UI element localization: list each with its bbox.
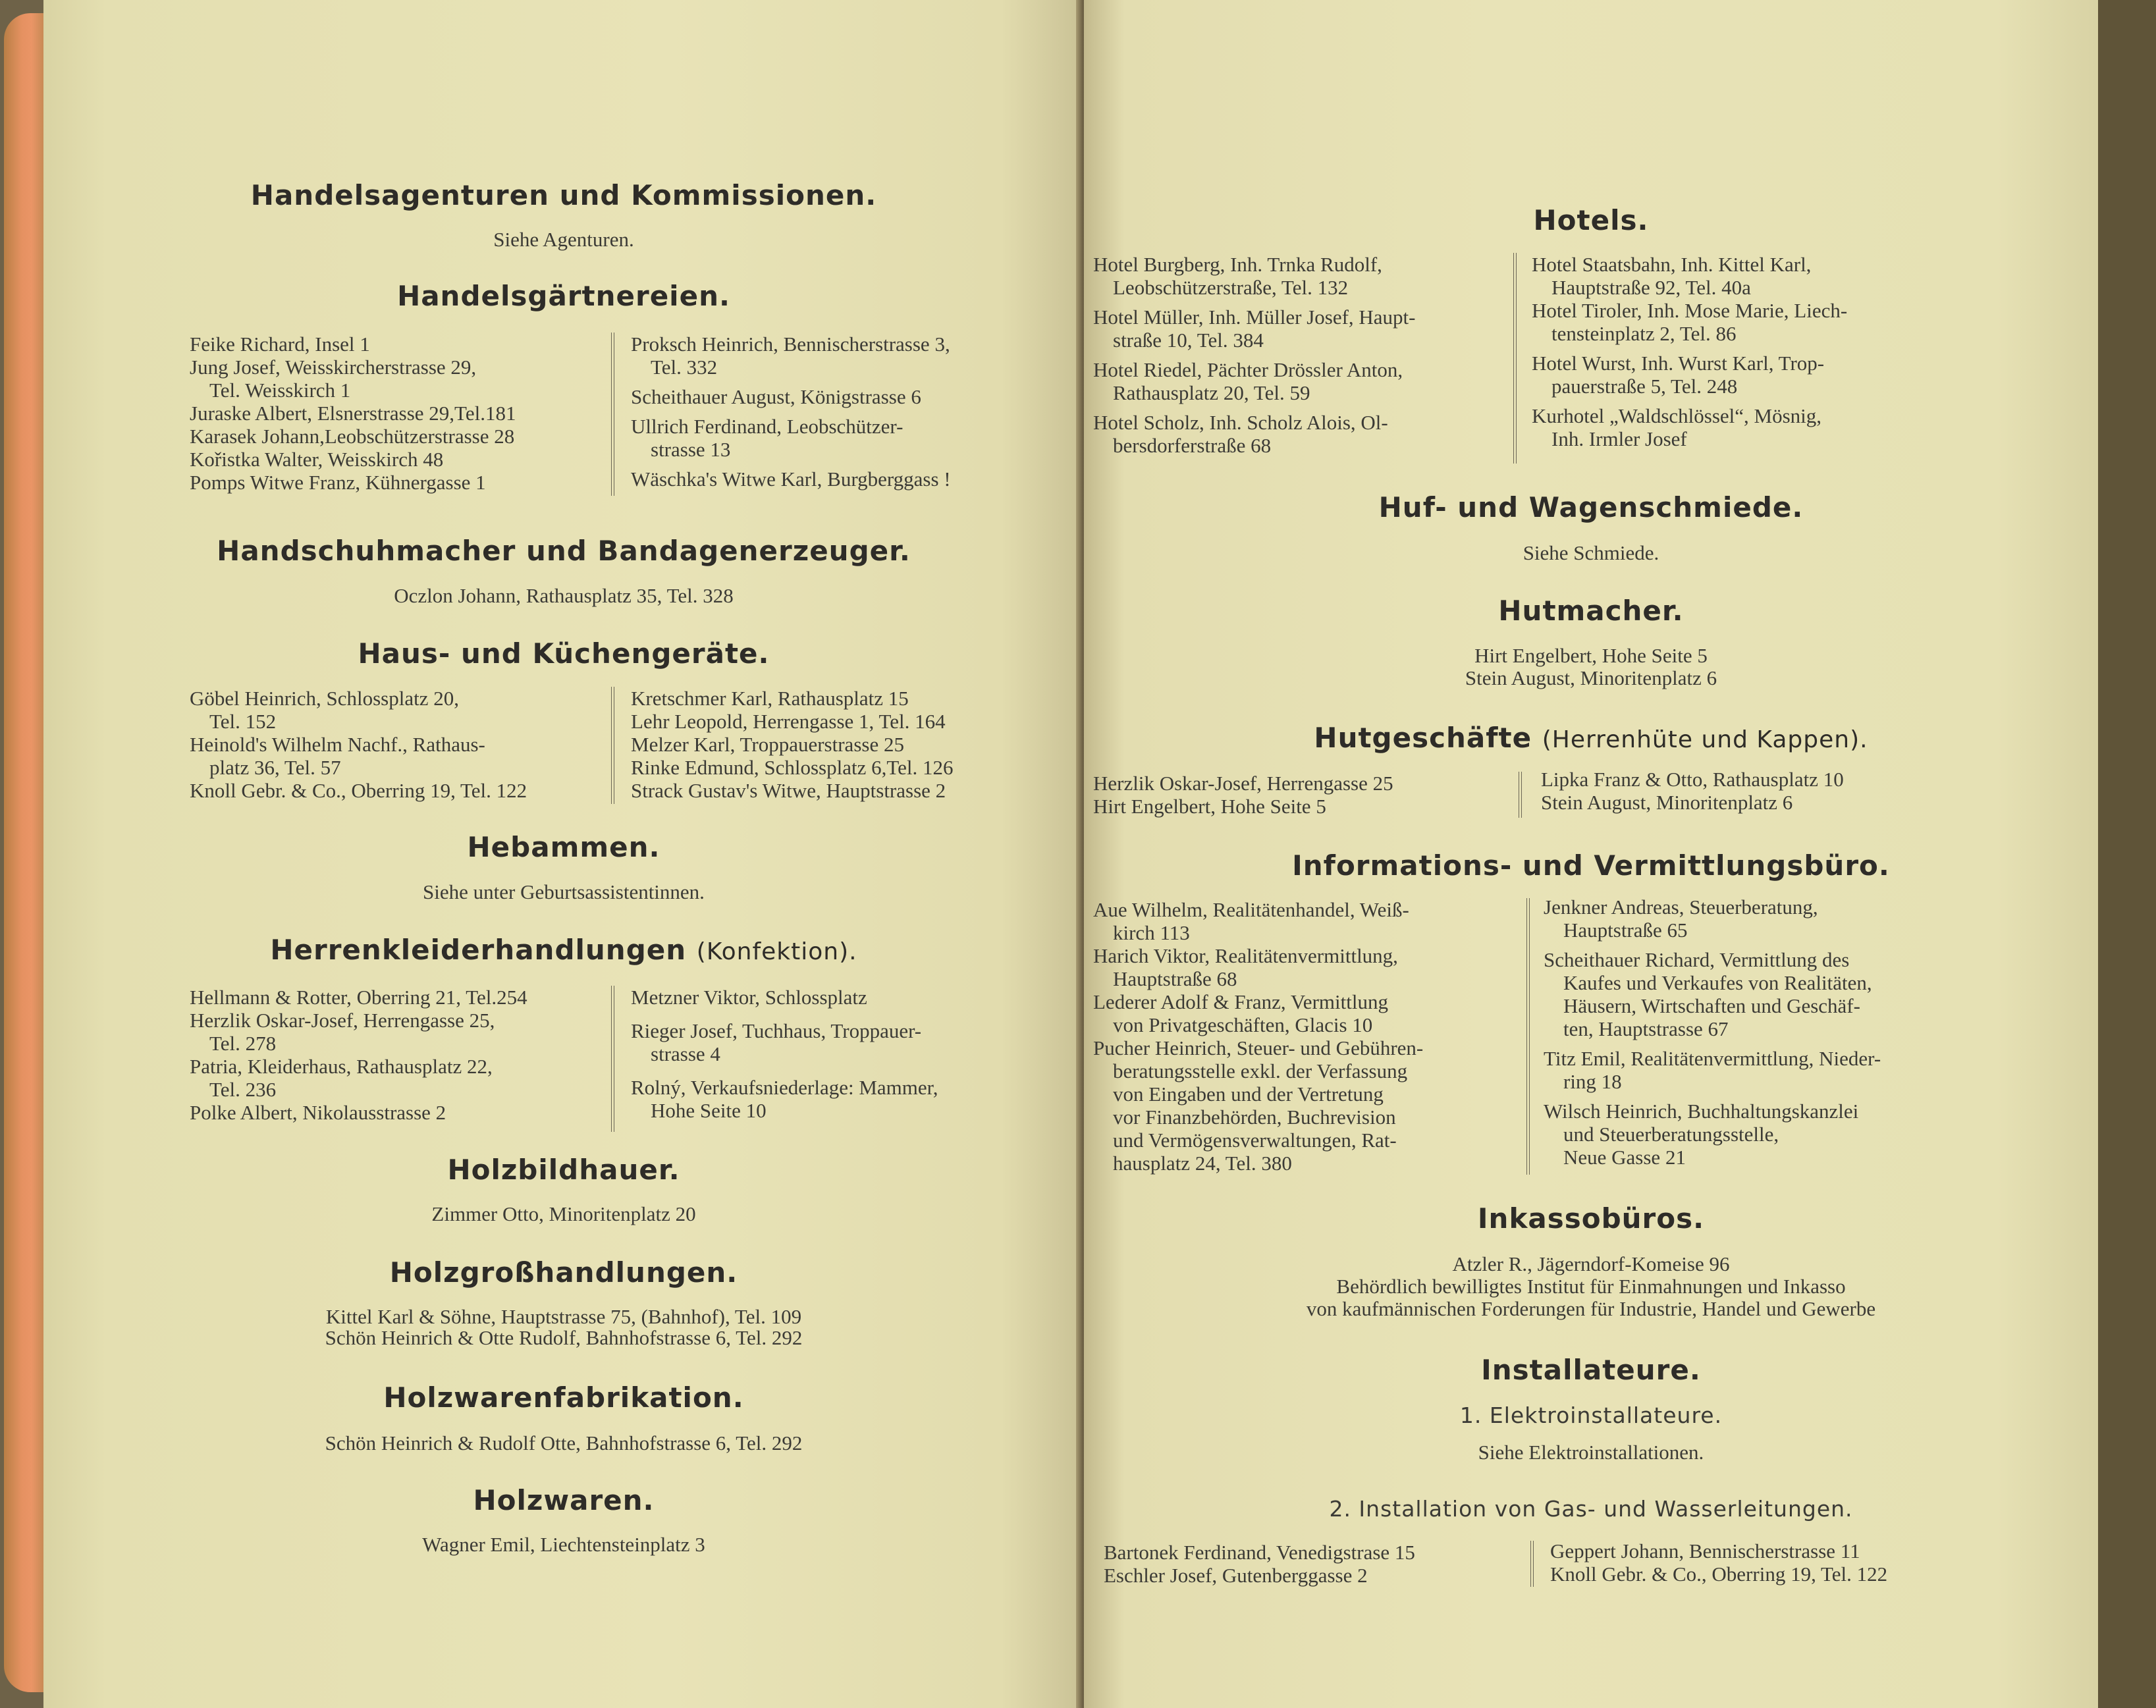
right-page [1084,0,2098,1708]
entry-inkasso-3: von kaufmännischen Forderungen für Industrie, Handel und Gewerbe [1306,1297,1876,1320]
list-item: Kretschmer Karl, Rathausplatz 15 [631,687,909,710]
list-hausgeraete-col1 [190,687,527,802]
list-item: Polke Albert, Nikolausstrasse 2 [190,1101,446,1124]
column-divider [611,333,614,496]
list-item: Rinke Edmund, Schlossplatz 6,Tel. 126 [631,756,954,779]
heading-installateure: Installateure. [1481,1354,1701,1386]
left-page [43,0,1084,1708]
column-divider [611,687,614,804]
heading-hutgeschaefte-main: Hutgeschäfte [1314,722,1532,754]
list-item: Häusern, Wirtschaften und Geschäf- [1563,994,1860,1017]
background [2098,0,2156,1708]
list-item: und Vermögensverwaltungen, Rat- [1113,1129,1397,1152]
heading-handschuhmacher: Handschuhmacher und Bandagenerzeuger. [217,535,911,567]
list-item: Pucher Heinrich, Steuer- und Gebühren- [1093,1036,1424,1059]
list-informations-col2 [1544,895,1881,1169]
ref-elektro: Siehe Elektroinstallationen. [1478,1441,1704,1464]
list-item: Hotel Riedel, Pächter Drössler Anton, [1093,358,1403,381]
heading-holzwarenfabrik: Holzwarenfabrikation. [383,1381,744,1414]
list-item: Göbel Heinrich, Schlossplatz 20, [190,687,459,710]
list-informations-col1 [1093,898,1423,1175]
heading-informations: Informations- und Vermittlungsbüro. [1292,849,1890,882]
list-item: Pomps Witwe Franz, Kühnergasse 1 [190,471,486,494]
heading-hutgeschaefte [1084,722,2098,754]
list-hotels-col2 [1532,253,1847,450]
list-item: Feike Richard, Insel 1 [190,333,370,356]
list-item: Bartonek Ferdinand, Venedigstrase 15 [1104,1541,1415,1564]
list-item: Geppert Johann, Bennischerstrasse 11 [1550,1539,1860,1562]
list-item: kirch 113 [1113,921,1190,944]
list-item: Aue Wilhelm, Realitätenhandel, Weiß- [1093,898,1409,921]
heading-inkasso: Inkassobüros. [1477,1202,1705,1235]
list-item: beratungsstelle exkl. der Verfassung [1113,1059,1408,1082]
heading-handelsagenturen: Handelsagenturen und Kommissionen. [250,179,877,211]
list-item: Hotel Wurst, Inh. Wurst Karl, Trop- [1532,352,1825,375]
list-item: Scheithauer August, Königstrasse 6 [631,385,921,408]
list-item: straße 10, Tel. 384 [1113,329,1264,352]
list-item: Rathausplatz 20, Tel. 59 [1113,381,1310,404]
heading-hausgeraete: Haus- und Küchengeräte. [358,637,770,670]
list-item: ten, Hauptstrasse 67 [1563,1017,1729,1040]
list-item: Tel. 236 [209,1078,277,1101]
heading-herrenkleider-main: Herrenkleiderhandlungen [270,934,687,966]
list-item: Wilsch Heinrich, Buchhaltungskanzlei [1544,1100,1859,1123]
list-herrenkleider-col2 [631,986,938,1122]
list-hotels-col1 [1093,253,1416,457]
column-divider [1519,772,1522,818]
list-item: hausplatz 24, Tel. 380 [1113,1152,1292,1175]
entry-hutmacher-1: Hirt Engelbert, Hohe Seite 5 [1474,644,1708,667]
entry-handschuhmacher: Oczlon Johann, Rathausplatz 35, Tel. 328 [394,584,734,607]
list-item: Jung Josef, Weisskircherstrasse 29, [190,356,477,379]
list-item: Rieger Josef, Tuchhaus, Troppauer- [631,1019,922,1042]
list-item: Leobschützerstraße, Tel. 132 [1113,276,1349,299]
list-item: Scheithauer Richard, Vermittlung des [1544,948,1850,971]
list-item: Ullrich Ferdinand, Leobschützer- [631,415,903,438]
list-item: Lehr Leopold, Herrengasse 1, Tel. 164 [631,710,946,733]
column-divider [1513,253,1517,464]
list-hausgeraete-col2 [631,687,953,802]
subheading-gas-wasser: 2. Installation von Gas- und Wasserleitungen. [1329,1496,1853,1522]
entry-inkasso-2: Behördlich bewilligtes Institut für Einmahnungen und Inkasso [1336,1275,1846,1298]
list-hutgeschaefte-col1 [1093,772,1393,818]
list-item: Herzlik Oskar-Josef, Herrengasse 25, [190,1009,495,1032]
list-item: Kaufes und Verkaufes von Realitäten, [1563,971,1872,994]
list-item: Hotel Staatsbahn, Inh. Kittel Karl, [1532,253,1812,276]
heading-holzgross: Holzgroßhandlungen. [389,1256,738,1289]
list-item: Hohe Seite 10 [651,1099,767,1122]
list-item: Tel. 278 [209,1032,277,1055]
list-item: Titz Emil, Realitätenvermittlung, Nieder- [1544,1047,1881,1070]
list-item: strasse 13 [651,438,731,461]
list-item: Heinold's Wilhelm Nachf., Rathaus- [190,733,485,756]
list-item: Tel. 332 [651,356,718,379]
list-item: vor Finanzbehörden, Buchrevision [1113,1106,1396,1129]
column-divider [1526,898,1530,1175]
entry-holzgross-1: Kittel Karl & Söhne, Hauptstrasse 75, (Bahnhof), Tel. 109 [325,1305,802,1328]
list-item: Hotel Müller, Inh. Müller Josef, Haupt- [1093,306,1416,329]
list-item: strasse 4 [651,1042,720,1065]
list-item: pauerstraße 5, Tel. 248 [1551,375,1738,398]
heading-holzbildhauer: Holzbildhauer. [447,1154,680,1186]
list-installateure-col2 [1550,1539,1887,1586]
entry-hutmacher-2: Stein August, Minoritenplatz 6 [1465,666,1717,689]
column-divider [1530,1541,1534,1587]
list-item: Juraske Albert, Elsnerstrasse 29,Tel.181 [190,402,516,425]
list-item: Hauptstraße 92, Tel. 40a [1551,276,1751,299]
list-item: Metzner Viktor, Schlossplatz [631,986,867,1009]
heading-herrenkleider-sub: (Konfektion). [696,938,857,965]
open-book [4,0,2098,1708]
subheading-elektro: 1. Elektroinstallateure. [1459,1402,1723,1428]
list-handelsgaertnereien-col1 [190,333,516,494]
list-item: von Privatgeschäften, Glacis 10 [1113,1013,1373,1036]
list-item: von Eingaben und der Vertretung [1113,1082,1384,1106]
list-item: Proksch Heinrich, Bennischerstrasse 3, [631,333,950,356]
list-installateure-col1 [1104,1541,1415,1587]
list-handelsgaertnereien-col2 [631,333,951,491]
list-item: Knoll Gebr. & Co., Oberring 19, Tel. 122 [190,779,527,802]
list-item: ring 18 [1563,1070,1622,1093]
heading-handelsgaertnereien: Handelsgärtnereien. [397,280,730,312]
heading-hebammen: Hebammen. [467,831,660,863]
list-hutgeschaefte-col2 [1541,768,1844,814]
ref-hufschmiede: Siehe Schmiede. [1523,541,1659,564]
entry-holzwarenfabrik: Schön Heinrich & Rudolf Otte, Bahnhofstrasse 6, Tel. 292 [325,1431,803,1454]
list-item: Inh. Irmler Josef [1551,427,1687,450]
list-item: Stein August, Minoritenplatz 6 [1541,791,1793,814]
list-item: Lederer Adolf & Franz, Vermittlung [1093,990,1388,1013]
ref-handelsagenturen: Siehe Agenturen. [493,228,634,251]
list-item: Tel. 152 [209,710,277,733]
list-item: Hotel Burgberg, Inh. Trnka Rudolf, [1093,253,1382,276]
heading-herrenkleider [43,934,1084,966]
list-item: Wäschka's Witwe Karl, Burgberggass ! [631,467,951,491]
list-item: Kořistka Walter, Weisskirch 48 [190,448,444,471]
ref-hebammen: Siehe unter Geburtsassistentinnen. [423,880,705,903]
list-item: Strack Gustav's Witwe, Hauptstrasse 2 [631,779,946,802]
list-item: Knoll Gebr. & Co., Oberring 19, Tel. 122 [1550,1562,1888,1586]
heading-hutmacher: Hutmacher. [1498,595,1684,627]
list-item: Hauptstraße 68 [1113,967,1237,990]
entry-holzwaren: Wagner Emil, Liechtensteinplatz 3 [422,1533,705,1556]
entry-holzgross-2: Schön Heinrich & Otte Rudolf, Bahnhofstrasse 6, Tel. 292 [325,1326,803,1349]
list-item: Jenkner Andreas, Steuerberatung, [1544,895,1818,919]
list-item: bersdorferstraße 68 [1113,434,1272,457]
list-item: Hirt Engelbert, Hohe Seite 5 [1093,795,1326,818]
list-item: Harich Viktor, Realitätenvermittlung, [1093,944,1398,967]
list-item: Lipka Franz & Otto, Rathausplatz 10 [1541,768,1844,791]
heading-holzwaren: Holzwaren. [473,1484,655,1516]
page-edges [4,13,43,1692]
list-item: Karasek Johann,Leobschützerstrasse 28 [190,425,515,448]
list-herrenkleider-col1 [190,986,527,1124]
list-item: Hotel Tiroler, Inh. Mose Marie, Liech- [1532,299,1848,322]
list-item: Tel. Weisskirch 1 [209,379,351,402]
heading-hotels: Hotels. [1533,204,1649,236]
list-item: Rolný, Verkaufsniederlage: Mammer, [631,1076,938,1099]
entry-holzbildhauer: Zimmer Otto, Minoritenplatz 20 [431,1202,696,1225]
list-item: Neue Gasse 21 [1563,1146,1686,1169]
list-item: Herzlik Oskar-Josef, Herrengasse 25 [1093,772,1393,795]
list-item: Melzer Karl, Troppauerstrasse 25 [631,733,904,756]
list-item: Hotel Scholz, Inh. Scholz Alois, Ol- [1093,411,1388,434]
list-item: Patria, Kleiderhaus, Rathausplatz 22, [190,1055,493,1078]
list-item: Eschler Josef, Gutenberggasse 2 [1104,1564,1368,1587]
list-item: Hauptstraße 65 [1563,919,1688,942]
list-item: Hellmann & Rotter, Oberring 21, Tel.254 [190,986,527,1009]
list-item: Kurhotel „Waldschlössel“, Mösnig, [1532,404,1822,427]
entry-inkasso-1: Atzler R., Jägerndorf-Komeise 96 [1452,1252,1730,1275]
list-item: tensteinplatz 2, Tel. 86 [1551,322,1737,345]
heading-hutgeschaefte-sub: (Herrenhüte und Kappen). [1542,726,1868,753]
column-divider [611,986,614,1132]
heading-hufschmiede: Huf- und Wagenschmiede. [1378,491,1804,523]
list-item: und Steuerberatungsstelle, [1563,1123,1779,1146]
list-item: platz 36, Tel. 57 [209,756,341,779]
